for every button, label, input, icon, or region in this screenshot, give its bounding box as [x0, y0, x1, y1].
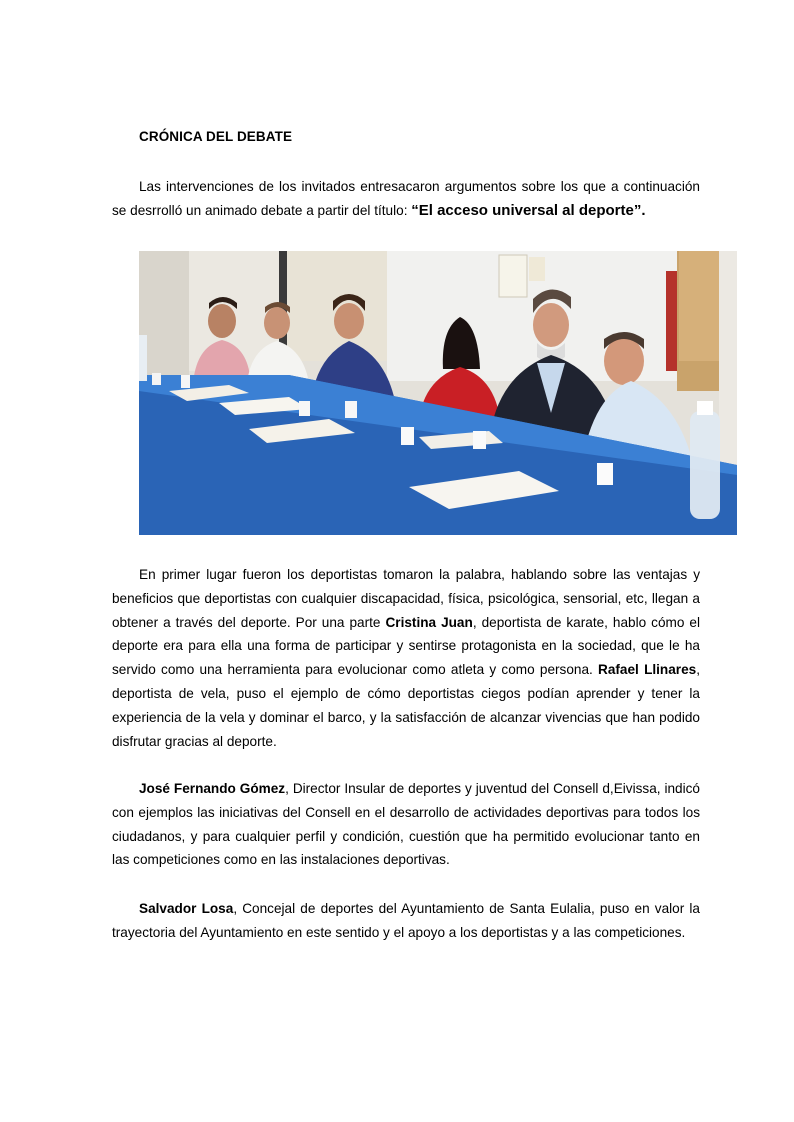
- speaker-name-rafael-llinares: Rafael Llinares: [598, 662, 697, 678]
- paragraph-text: , deportista de vela, puso el ejemplo de cómo deportistas ciegos podían aprender y tener la experiencia de la vela y dominar el barco, y la satisfacción de alcanzar vivencias que han podido disfrutar gracias al deporte.: [112, 662, 700, 749]
- speaker-name-cristina-juan: Cristina Juan: [385, 614, 473, 630]
- paragraph-text: , Concejal de deportes del Ayuntamiento de Santa Eulalia, puso en valor la trayectoria del Ayuntamiento en este sentido y el apoyo a los deportistas y a las competiciones.: [112, 901, 700, 940]
- speaker-name-jose-fernando-gomez: José Fernando Gómez: [139, 781, 286, 796]
- speaker-name-salvador-losa: Salvador Losa: [139, 901, 234, 916]
- paragraph-athletes: [112, 563, 700, 753]
- paragraph-text: En primer lugar fueron los deportistas tomaron la palabra, hablando sobre las ventajas y beneficios que deportistas con cualquier discapacidad, física, psicológica, sensorial, etc, llegan a obtener a través del deporte. Por una parte: [112, 567, 700, 630]
- intro-text: Las intervenciones de los invitados entresacaron argumentos sobre los que a continuación se desrrolló un animado debate a partir del título:: [112, 179, 700, 218]
- debate-title-quote: “El acceso universal al deporte”.: [411, 201, 646, 219]
- panel-discussion-photo: [139, 251, 737, 535]
- section-heading: CRÓNICA DEL DEBATE: [139, 129, 293, 144]
- intro-paragraph: [112, 175, 700, 223]
- paragraph-text: , Director Insular de deportes y juventud del Consell d,Eivissa, indicó con ejemplos las iniciativas del Consell en el desarrollo de actividades deportivas para todos los ciudadanos, y para cualquier perfil y condición, cuestión que ha permitido evolucionar tanto en las competiciones como en las instalaciones deportivas.: [112, 781, 700, 868]
- paragraph-consell: [112, 777, 700, 872]
- paragraph-ayuntamiento: [112, 897, 700, 945]
- paragraph-text: , deportista de karate, hablo cómo el deporte era para ella una forma de participar y sentirse protagonista en la sociedad, que le ha servido como una herramienta para evolucionar como atleta y como persona.: [112, 614, 700, 678]
